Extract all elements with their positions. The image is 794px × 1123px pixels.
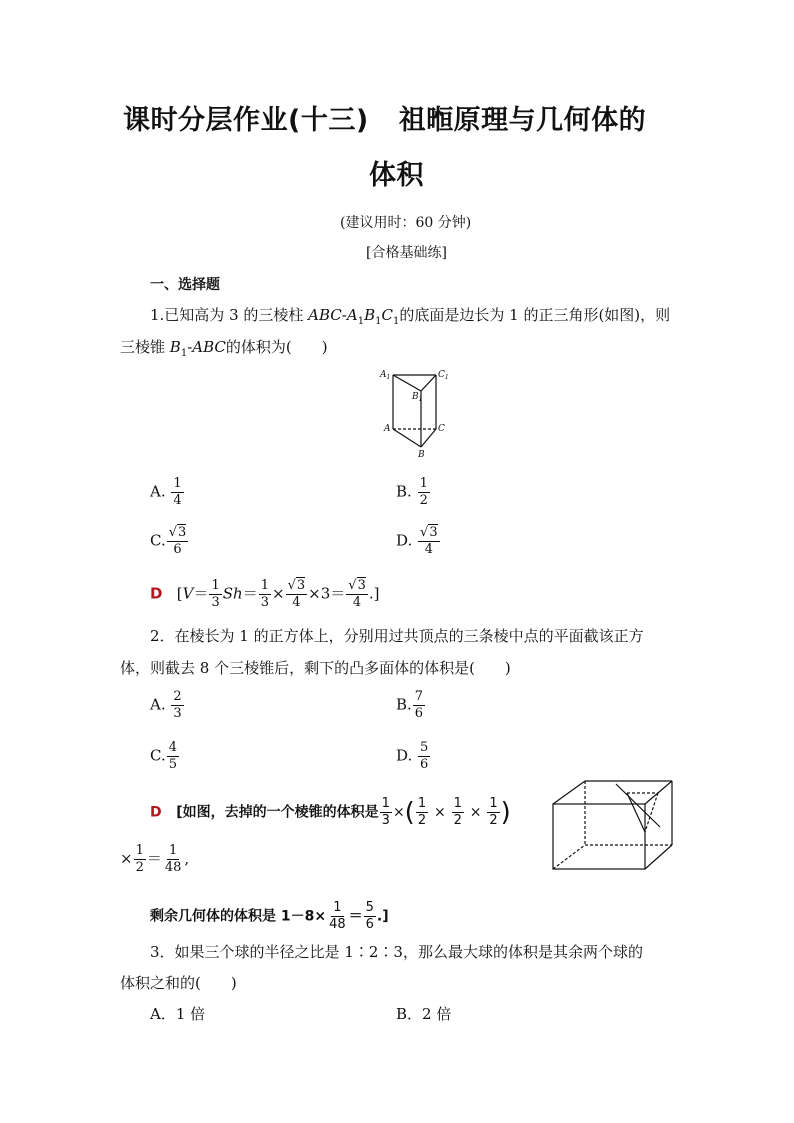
q2-answer: D — [150, 804, 162, 821]
cut-line — [616, 784, 660, 827]
section-heading: 一、选择题 — [150, 277, 220, 293]
q3-option-b: B．2 倍 — [396, 1005, 452, 1023]
q2-text-line1: 2．在棱长为 1 的正方体上，分别用过共顶点的三条棱中点的平面截该正方 — [150, 627, 644, 645]
prism-figure — [376, 364, 456, 460]
q2-solution-line1: D [如图，去掉的一个棱锥的体积是 $\frac{1}{3}$ ×( $\frac{1}{2}$ × $\frac{1}{2}$ × $\frac{1}{2}$ ) — [150, 796, 511, 828]
page-title — [123, 98, 646, 137]
level-tag: [合格基础练] — [366, 245, 447, 261]
q2-option-d: D. $\frac{5}{6}$ — [396, 740, 429, 772]
q1-solution: D [V＝ $\frac{1}{3}$ Sh＝ $\frac{1}{3}$ × $\frac{√3}{4}$ ×3＝ $\frac{√3}{4}$ .] — [150, 578, 380, 610]
cube-edge-tl — [553, 781, 585, 804]
q3-text-line2: 体积之和的( ) — [120, 974, 237, 992]
label-a1: $A_1$ — [380, 370, 391, 381]
label-c1: $C_1$ — [438, 370, 449, 381]
label-c: C — [438, 424, 445, 434]
q1-answer: D — [150, 584, 163, 603]
edge-bc — [421, 429, 436, 447]
q2-text-line2: 体，则截去 8 个三棱锥后，剩下的凸多面体的体积是( ) — [120, 659, 511, 677]
title-part1: 课时分层作业(十三) — [123, 105, 369, 136]
q1-option-a: A. $\frac{1}{4}$ — [150, 476, 182, 508]
cube-figure — [550, 779, 680, 873]
q1-text-line2: 三棱锥 $B_1$-ABC的体积为( ) — [120, 338, 328, 359]
q2-option-b: B. $\frac{7}{6}$ — [396, 689, 424, 721]
q1-option-b: B. $\frac{1}{2}$ — [396, 476, 428, 508]
page-title-line2: 体积 — [369, 160, 424, 191]
q3-option-a: A．1 倍 — [150, 1005, 206, 1023]
edge-a1b1 — [393, 375, 421, 391]
q1-option-c: C. $\frac{√3}{6}$ — [150, 525, 187, 557]
label-b: B — [418, 450, 425, 460]
q2-solution-line3: 剩余几何体的体积是 1－8× $\frac{1}{48}$ ＝ $\frac{5}{6}$ .] — [150, 900, 389, 932]
label-b1: $B_1$ — [412, 392, 423, 403]
title-part2: 祖暅原理与几何体的 — [398, 105, 647, 136]
cut-edge-1 — [627, 793, 645, 832]
time-note: (建议用时：60 分钟) — [340, 215, 472, 231]
cube-edge-br — [645, 845, 672, 869]
q2-option-a: A. $\frac{2}{3}$ — [150, 689, 182, 721]
cube-hidden-diag — [553, 845, 585, 869]
edge-ab — [393, 429, 421, 447]
q2-solution-line2: × $\frac{1}{2}$ ＝ $\frac{1}{48}$ , — [120, 843, 190, 875]
q3-text-line1: 3．如果三个球的半径之比是 1∶2∶3，那么最大球的体积是其余两个球的 — [150, 943, 643, 961]
edge-b1c1 — [421, 375, 436, 391]
q1-option-d: D. $\frac{√3}{4}$ — [396, 525, 438, 557]
label-a: A — [384, 424, 391, 434]
q1-text-line1: 1.已知高为 3 的三棱柱 ABC-$A_1B_1C_1$的底面是边长为 1 的正三角形(如图)，则 — [150, 306, 671, 327]
q2-option-c: C. $\frac{4}{5}$ — [150, 740, 177, 772]
